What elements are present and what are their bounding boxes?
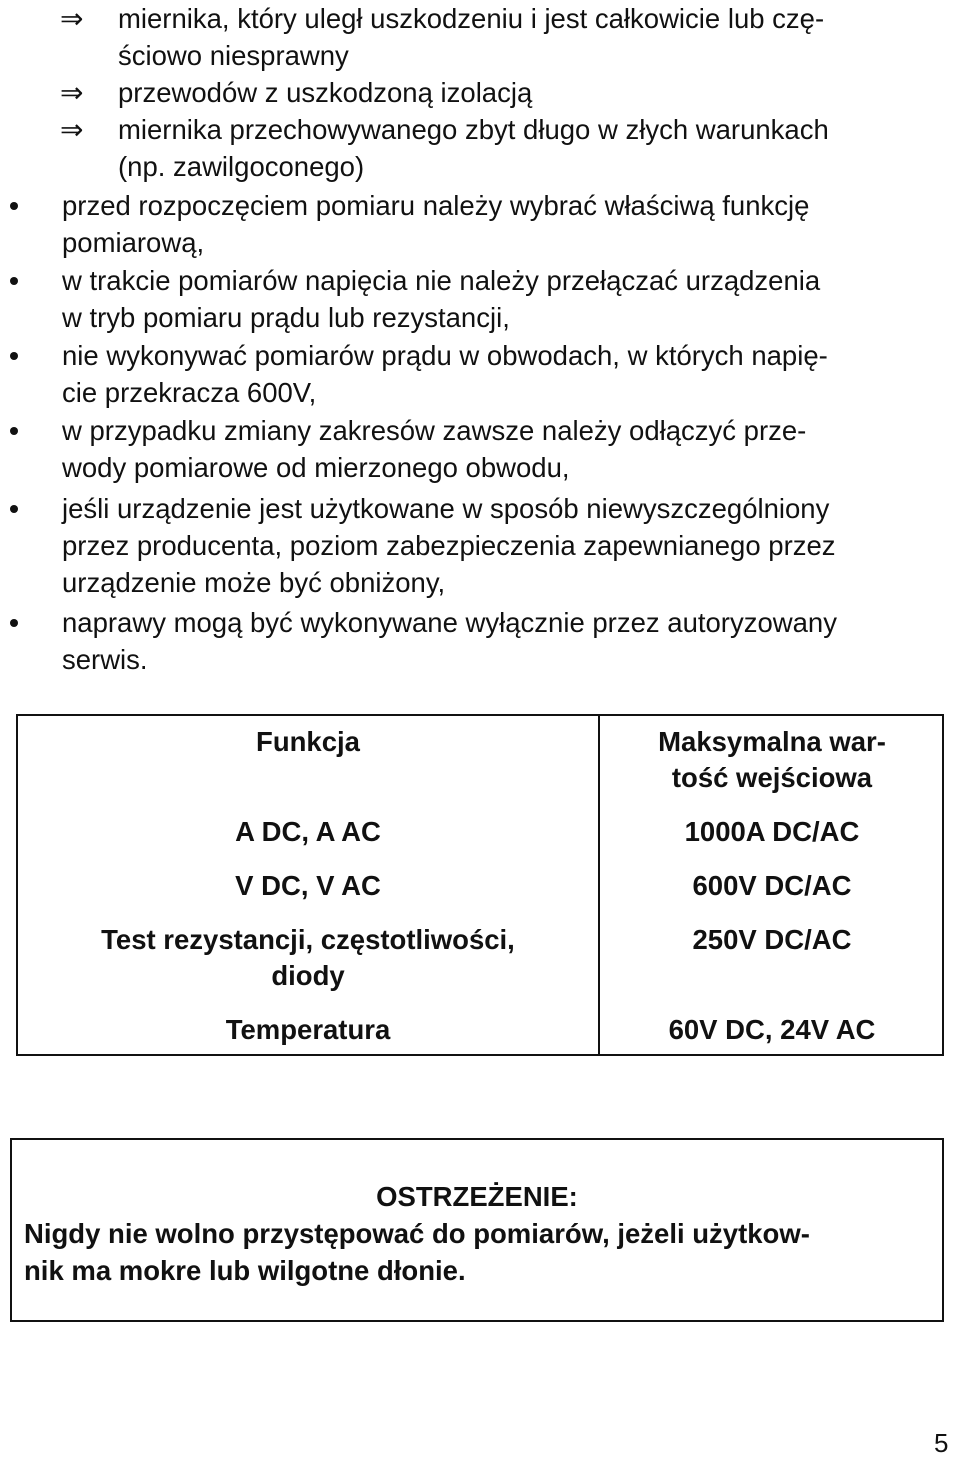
text-line: jeśli urządzenie jest użytkowane w sposób niewyszczególniony [62,493,830,524]
header-text: Maksymalna war- [658,726,886,757]
input-limits-table [16,714,944,1056]
header-text: tość wejściowa [671,762,873,793]
warning-title: OSTRZEŻENIE: [376,1181,578,1212]
table-cell-max: 1000A DC/AC [684,816,860,847]
table-cell-max: 600V DC/AC [692,870,852,901]
text-line: przewodów z uszkodzoną izolacją [118,77,533,108]
text-line: (np. zawilgoconego) [118,151,365,182]
text-line: serwis. [62,644,148,675]
text-line: urządzenie może być obniżony, [62,567,446,598]
text-line: nie wykonywać pomiarów prądu w obwodach, w których napię- [62,340,828,371]
cell-text: A DC, A AC [235,816,381,847]
arrow-list-item [118,74,954,111]
arrow-list-item [118,111,954,185]
table-cell-function [18,814,598,850]
table-header-max-input [600,724,944,796]
text-line: przed rozpoczęciem pomiaru należy wybrać właściwą funkcję [62,190,810,221]
table-cell-function [18,868,598,904]
bullet-dot-icon [10,202,18,210]
text-line: nik ma mokre lub wilgotne dłonie. [24,1255,466,1286]
bullet-list-item [62,412,954,486]
arrow-bullet-icon: ⇒ [60,114,84,145]
header-text: Funkcja [256,726,360,757]
bullet-dot-icon [10,427,18,435]
arrow-bullet-icon: ⇒ [60,3,84,34]
cell-text: diody [271,960,345,991]
bullet-list-item [62,604,954,678]
table-cell-max: 60V DC, 24V AC [668,1014,876,1045]
text-line: przez producenta, poziom zabezpieczenia zapewnianego przez [62,530,836,561]
page-number: 5 [934,1428,949,1458]
arrow-bullet-icon: ⇒ [60,77,84,108]
warning-text [24,1215,934,1289]
arrow-list-item [118,0,954,74]
text-line: cie przekracza 600V, [62,377,317,408]
cell-text: Test rezystancji, częstotliwości, [101,924,515,955]
table-cell-function [18,1012,598,1048]
warning-box [10,1138,944,1322]
cell-text: V DC, V AC [235,870,381,901]
bullet-dot-icon [10,352,18,360]
bullet-list-item [62,262,954,336]
bullet-list-item [62,337,954,411]
text-line: ściowo niesprawny [118,40,349,71]
bullet-list-item [62,187,954,261]
text-line: wody pomiarowe od mierzonego obwodu, [62,452,570,483]
bullet-dot-icon [10,277,18,285]
bullet-dot-icon [10,505,18,513]
table-cell-max: 250V DC/AC [692,924,852,955]
text-line: w tryb pomiaru prądu lub rezystancji, [62,302,510,333]
text-line: w trakcie pomiarów napięcia nie należy przełączać urządzenia [62,265,821,296]
cell-text: Temperatura [225,1014,391,1045]
text-line: pomiarową, [62,227,205,258]
text-line: miernika, który uległ uszkodzeniu i jest całkowicie lub czę- [118,3,825,34]
text-line: w przypadku zmiany zakresów zawsze należy odłączyć prze- [62,415,807,446]
text-line: Nigdy nie wolno przystępować do pomiarów, jeżeli użytkow- [24,1218,810,1249]
text-line: miernika przechowywanego zbyt długo w złych warunkach [118,114,829,145]
text-line: naprawy mogą być wykonywane wyłącznie przez autoryzowany [62,607,837,638]
table-header-function [18,724,598,760]
bullet-list-item [62,490,954,601]
table-cell-function [18,922,598,994]
bullet-dot-icon [10,619,18,627]
